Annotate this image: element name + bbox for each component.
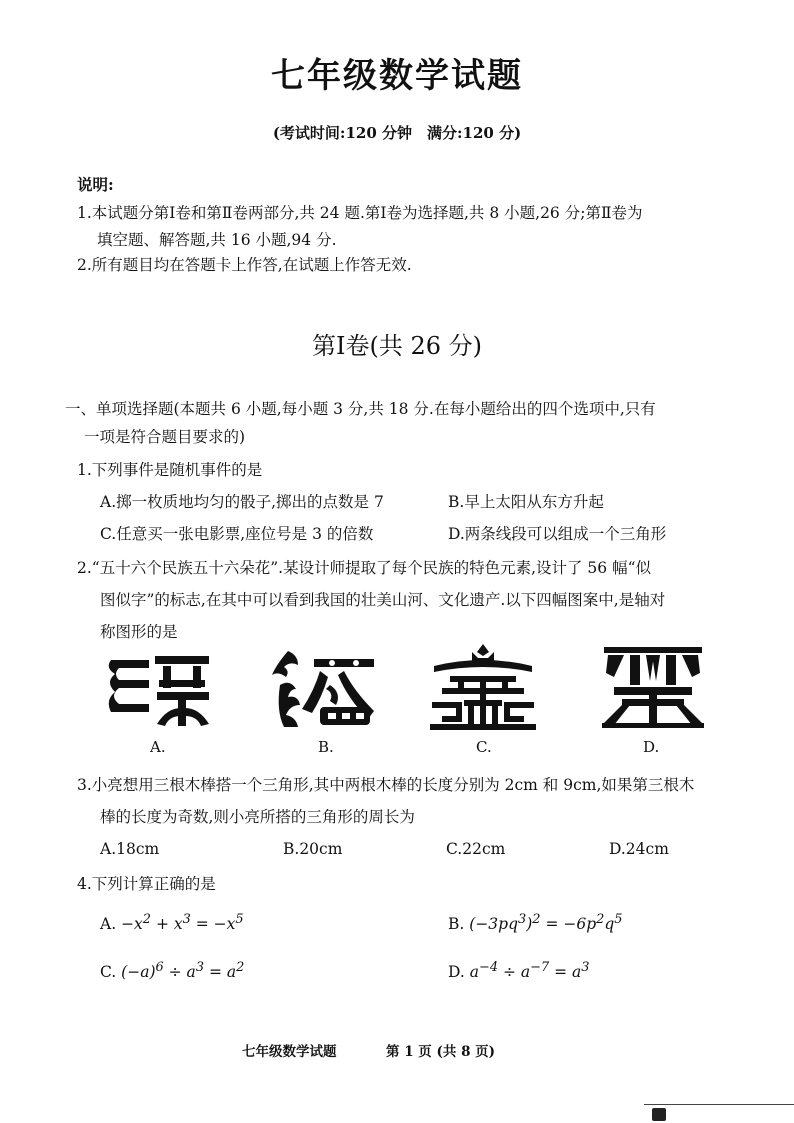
question-4-option-d-label: D. (448, 963, 465, 982)
question-4-option-c-formula: $(-a)^6 \div a^3 = a^2$ (121, 960, 245, 982)
pattern-b-label: B. (318, 738, 334, 756)
question-4-option-d-formula: $a^{-4} \div a^{-7} = a^3$ (469, 960, 590, 982)
note-item-1-line-2: 填空题、解答题,共 16 小题,94 分. (97, 231, 337, 249)
pattern-c-label: C. (476, 738, 492, 756)
question-1-option-d: D.两条线段可以组成一个三角形 (448, 525, 667, 543)
pattern-d-image (600, 645, 706, 730)
question-4-option-a (100, 912, 244, 933)
question-1-stem: 1.下列事件是随机事件的是 (77, 461, 263, 479)
section-intro-line-1: 一、单项选择题(本题共 6 小题,每小题 3 分,共 18 分.在每小题给出的四个选项中,只有 (65, 400, 656, 418)
question-3-line-2: 棒的长度为奇数,则小亮所搭的三角形的周长为 (100, 808, 415, 826)
footer-exam-name: 七年级数学试题 (242, 1044, 337, 1060)
section-intro-line-2: 一项是符合题目要求的) (84, 428, 246, 446)
section-title: 第Ⅰ卷(共 26 分) (311, 332, 482, 360)
question-1-option-c: C.任意买一张电影票,座位号是 3 的倍数 (100, 525, 374, 543)
question-4-option-a-formula: $-x^2 + x^3 = -x^5$ (121, 912, 244, 934)
exam-subtitle: (考试时间:120 分钟 满分:120 分) (272, 124, 522, 142)
note-item-1-line-1: 1.本试题分第Ⅰ卷和第Ⅱ卷两部分,共 24 题.第Ⅰ卷为选择题,共 8 小题,26 分;第Ⅱ卷为 (77, 204, 643, 222)
pattern-b-image (270, 645, 380, 730)
exam-title: 七年级数学试题 (271, 56, 523, 96)
footer-page-number: 第 1 页 (共 8 页) (386, 1044, 496, 1060)
question-4-stem: 4.下列计算正确的是 (77, 875, 216, 893)
notes-heading: 说明: (77, 175, 114, 194)
corner-watermark (644, 1104, 794, 1123)
pattern-d-label: D. (643, 738, 660, 756)
question-3-option-d: D.24cm (609, 840, 669, 858)
pattern-a-image (107, 650, 213, 730)
question-1-option-a: A.掷一枚质地均匀的骰子,掷出的点数是 7 (100, 493, 384, 511)
question-3-option-a: A.18cm (100, 840, 160, 858)
question-4-option-c (100, 960, 244, 981)
question-4-option-a-label: A. (100, 915, 117, 934)
note-item-2: 2.所有题目均在答题卡上作答,在试题上作答无效. (77, 256, 412, 274)
question-4-option-b-formula: $(-3pq^3)^2 = -6p^2q^5$ (469, 912, 623, 934)
question-2-line-3: 称图形的是 (100, 623, 178, 641)
app-logo-icon (652, 1108, 666, 1121)
question-4-option-c-label: C. (100, 963, 117, 982)
question-4-option-b (448, 912, 623, 933)
question-3-option-c: C.22cm (446, 840, 506, 858)
question-3-line-1: 3.小亮想用三根木棒搭一个三角形,其中两根木棒的长度分别为 2cm 和 9cm,如果第三根木 (77, 776, 695, 794)
question-4-option-b-label: B. (448, 915, 465, 934)
question-3-option-b: B.20cm (283, 840, 343, 858)
question-2-line-1: 2.“五十六个民族五十六朵花”.某设计师提取了每个民族的特色元素,设计了 56 幅“似 (77, 559, 651, 577)
pattern-c-image (428, 642, 538, 732)
pattern-a-label: A. (150, 738, 166, 756)
question-1-option-b: B.早上太阳从东方升起 (448, 493, 604, 511)
question-2-line-2: 图似字”的标志,在其中可以看到我国的壮美山河、文化遗产.以下四幅图案中,是轴对 (100, 591, 666, 609)
question-4-option-d (448, 960, 589, 981)
